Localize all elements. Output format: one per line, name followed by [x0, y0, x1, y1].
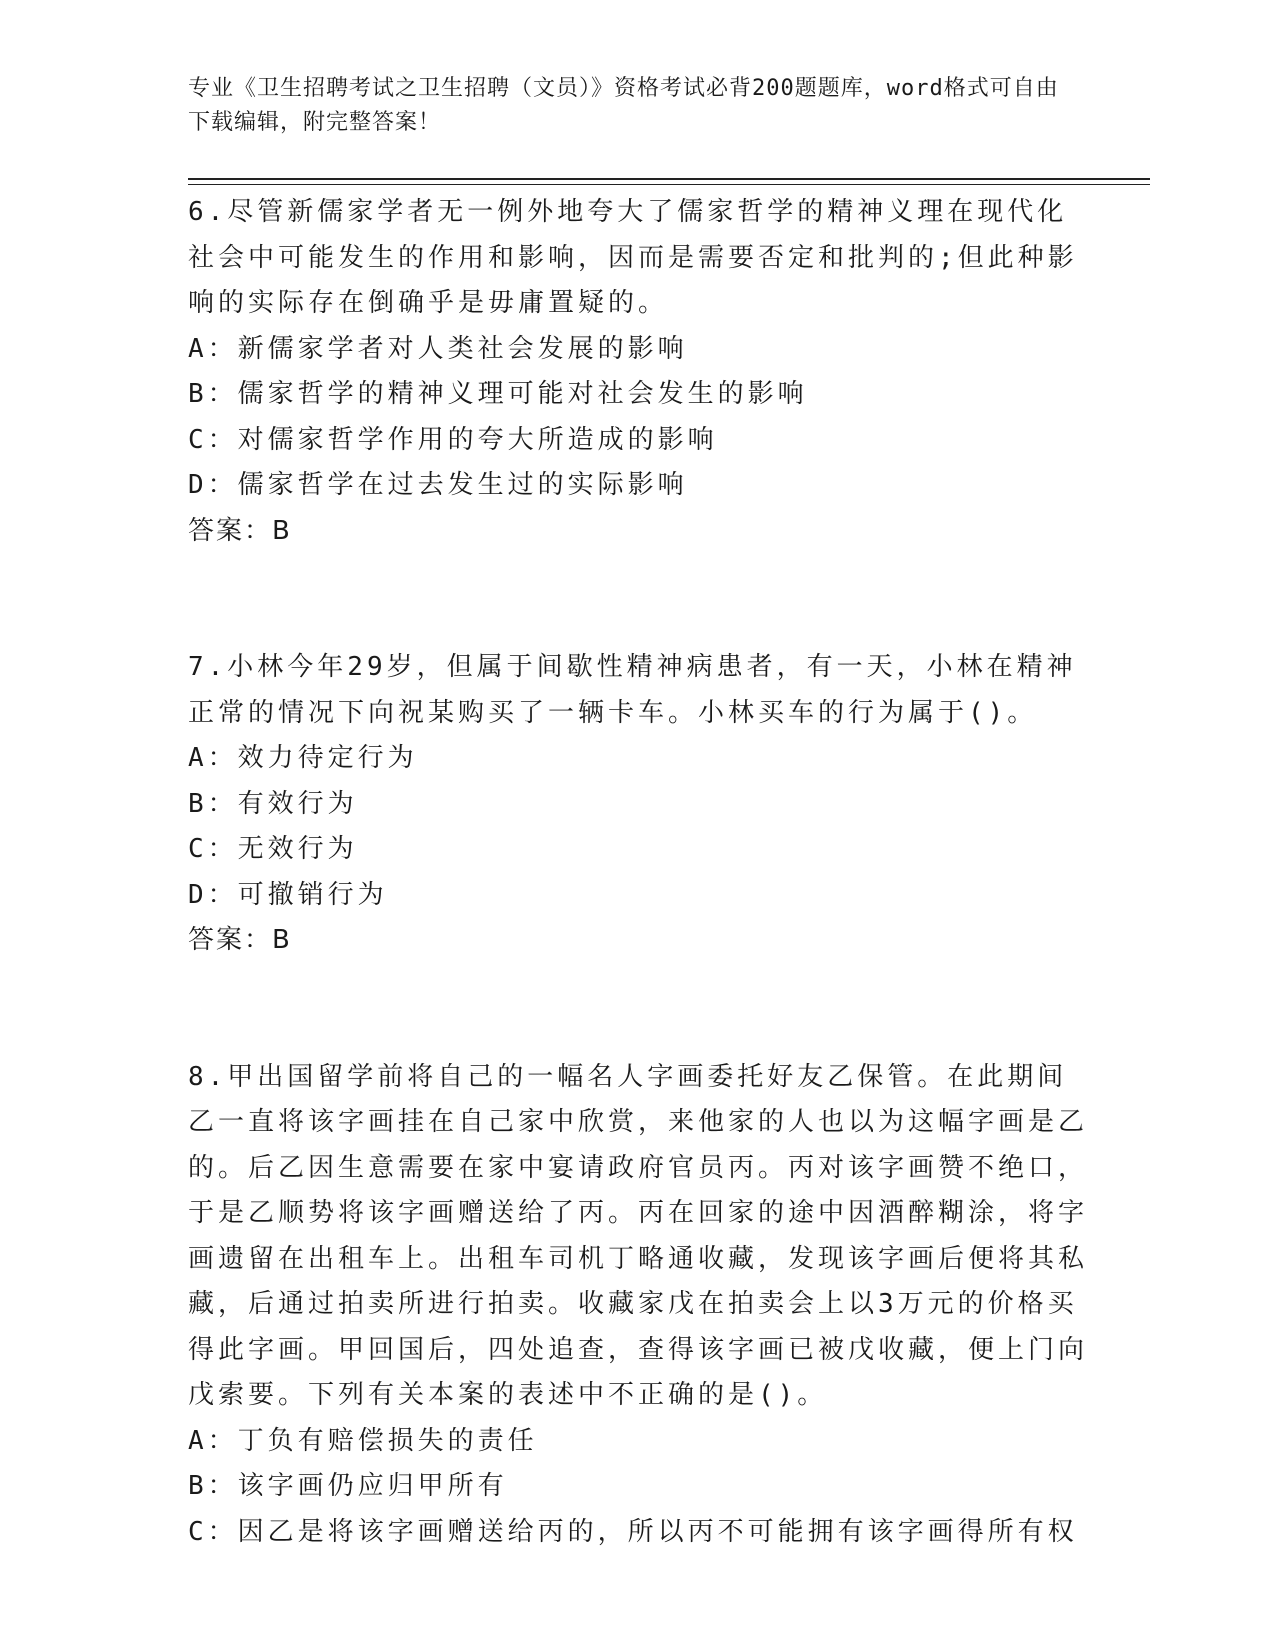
- option-c: C：因乙是将该字画赠送给丙的，所以丙不可能拥有该字画得所有权: [188, 1516, 1078, 1547]
- option-d: D：儒家哲学在过去发生过的实际影响: [188, 470, 688, 500]
- answer: 答案：B: [188, 925, 292, 955]
- option-a: A：新儒家学者对人类社会发展的影响: [188, 333, 688, 364]
- option-c: C：无效行为: [188, 834, 358, 864]
- document-header: 专业《卫生招聘考试之卫生招聘（文员）》资格考试必背200题题库，word格式可自由下载编辑，附完整答案！: [188, 76, 1059, 135]
- question-7: [188, 645, 1088, 964]
- option-a: A：丁负有赔偿损失的责任: [188, 1425, 538, 1456]
- answer: 答案：B: [188, 515, 292, 546]
- header-rule-thin: [188, 184, 1150, 185]
- question-stem: 7.小林今年29岁，但属于间歇性精神病患者，有一天，小林在精神正常的情况下向祝某购买了一辆卡车。小林买车的行为属于()。: [188, 652, 1077, 728]
- question-6: [188, 190, 1088, 554]
- question-list: [188, 190, 1088, 1555]
- option-b: B：有效行为: [188, 788, 358, 819]
- question-stem: 6.尽管新儒家学者无一例外地夸大了儒家哲学的精神义理在现代化社会中可能发生的作用和影响，因而是需要否定和批判的;但此种影响的实际存在倒确乎是毋庸置疑的。: [188, 197, 1078, 318]
- option-c: C：对儒家哲学作用的夸大所造成的影响: [188, 424, 718, 455]
- option-d: D：可撤销行为: [188, 879, 388, 910]
- question-spacer: [188, 964, 1088, 1055]
- option-b: B：儒家哲学的精神义理可能对社会发生的影响: [188, 379, 808, 409]
- question-8: [188, 1055, 1088, 1556]
- question-stem: 8.甲出国留学前将自己的一幅名人字画委托好友乙保管。在此期间乙一直将该字画挂在自己家中欣赏，来他家的人也以为这幅字画是乙的。后乙因生意需要在家中宴请政府官员丙。丙对该字画赞不绝口，于是乙顺势将该字画赠送给了丙。丙在回家的途中因酒醉糊涂，将字画遗留在出租车上。出租车司机丁略通收藏，发现该字画后便将其私藏，后通过拍卖所进行拍卖。收藏家戊在拍卖会上以3万元的价格买得此字画。甲回国后，四处追查，查得该字画已被戊收藏，便上门向戊索要。下列有关本案的表述中不正确的是()。: [188, 1061, 1089, 1410]
- question-spacer: [188, 554, 1088, 645]
- header-rule-thick: [188, 178, 1150, 180]
- option-a: A：效力待定行为: [188, 743, 418, 773]
- option-b: B：该字画仍应归甲所有: [188, 1471, 508, 1501]
